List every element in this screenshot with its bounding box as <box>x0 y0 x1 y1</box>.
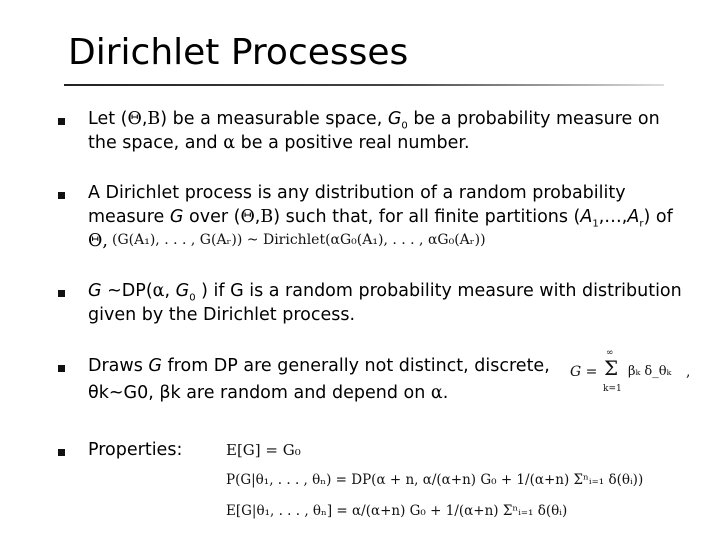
text-fragment: ) be a measurable space, <box>160 109 388 129</box>
bullet-3-line-2: given by the Dirichlet process. <box>88 305 356 325</box>
text-fragment: , <box>164 281 176 301</box>
posterior-dp-equation-image: P(G|θ₁, . . . , θₙ) = DP(α + n, α/(α+n) G₀ + 1/(α+n) Σⁿᵢ₌₁ δ(θᵢ)) <box>226 472 644 488</box>
subscript: 1 <box>592 218 599 230</box>
text-fragment: be a probability measure on <box>407 109 660 129</box>
sum-symbol: Σ <box>604 356 619 380</box>
text-fragment: from DP are generally not distinct, discrete, <box>161 356 550 376</box>
bullet-1-line-2 <box>88 131 698 155</box>
subscript: 0 <box>189 292 196 304</box>
alpha-symbol: α <box>223 133 236 153</box>
alpha-symbol: α <box>430 383 443 403</box>
g-symbol: G <box>169 207 184 227</box>
text-fragment: over ( <box>183 207 241 227</box>
text-fragment: the space, and <box>88 133 224 153</box>
g-sum-equation-image <box>570 348 690 398</box>
subscript: r <box>639 218 644 230</box>
text-fragment: , <box>141 109 148 129</box>
theta-symbol: Θ <box>240 207 255 227</box>
g-symbol: G <box>387 109 402 129</box>
text-fragment: θk~G0, βk are random and depend on <box>88 383 431 403</box>
bullet-marker <box>58 365 65 372</box>
a-symbol: A <box>580 207 593 227</box>
g-symbol: G <box>148 356 162 376</box>
text-fragment: ,…, <box>598 207 628 227</box>
g-symbol: G <box>88 281 102 301</box>
text-fragment: Let ( <box>88 109 128 129</box>
bullet-4-line-1 <box>88 354 558 378</box>
text-fragment: measure <box>88 207 170 227</box>
sum-upper-limit: ∞ <box>606 348 614 358</box>
equation-lhs: G = <box>570 364 598 380</box>
alpha-symbol: α <box>152 281 165 301</box>
title-underline <box>64 84 664 86</box>
text-fragment: ) such that, for all finite partitions ( <box>273 207 581 227</box>
text-fragment: ) of <box>643 207 673 227</box>
slide-title: Dirichlet Processes <box>68 32 409 73</box>
bullet-marker <box>58 290 65 297</box>
g-symbol: G <box>175 281 190 301</box>
bullet-2-line-1: A Dirichlet process is any distribution of a random probability <box>88 183 626 203</box>
text-fragment: Draws <box>88 356 149 376</box>
bullet-marker <box>58 449 65 456</box>
bullet-marker <box>58 118 65 125</box>
borel-symbol: B <box>260 207 274 227</box>
equation-rhs: βₖ δ_θₖ <box>628 364 672 379</box>
bullet-2-line-3: Θ, <box>88 231 108 251</box>
text-fragment: be a positive real number. <box>235 133 470 153</box>
subscript: 0 <box>401 120 408 132</box>
text-fragment: , <box>254 207 261 227</box>
equation-tail: , <box>686 364 691 380</box>
sum-lower-limit: k=1 <box>603 384 622 394</box>
borel-symbol: B <box>147 109 161 129</box>
dirichlet-equation-image: (G(A₁), . . . , G(Aᵣ)) ~ Dirichlet(αG₀(A₁), . . . , αG₀(Aᵣ)) <box>112 232 486 248</box>
text-fragment: . <box>442 383 449 403</box>
theta-symbol: Θ <box>127 109 142 129</box>
bullet-marker <box>58 192 65 199</box>
expectation-equation-image: E[G] = G₀ <box>226 441 301 459</box>
bullet-5-label: Properties: <box>88 440 183 460</box>
a-symbol: A <box>627 207 640 227</box>
text-fragment: ) if G is a random probability measure with distribution <box>195 281 682 301</box>
text-fragment: ~DP( <box>101 281 153 301</box>
posterior-expectation-equation-image: E[G|θ₁, . . . , θₙ] = α/(α+n) G₀ + 1/(α+n) Σⁿᵢ₌₁ δ(θᵢ) <box>226 503 568 519</box>
